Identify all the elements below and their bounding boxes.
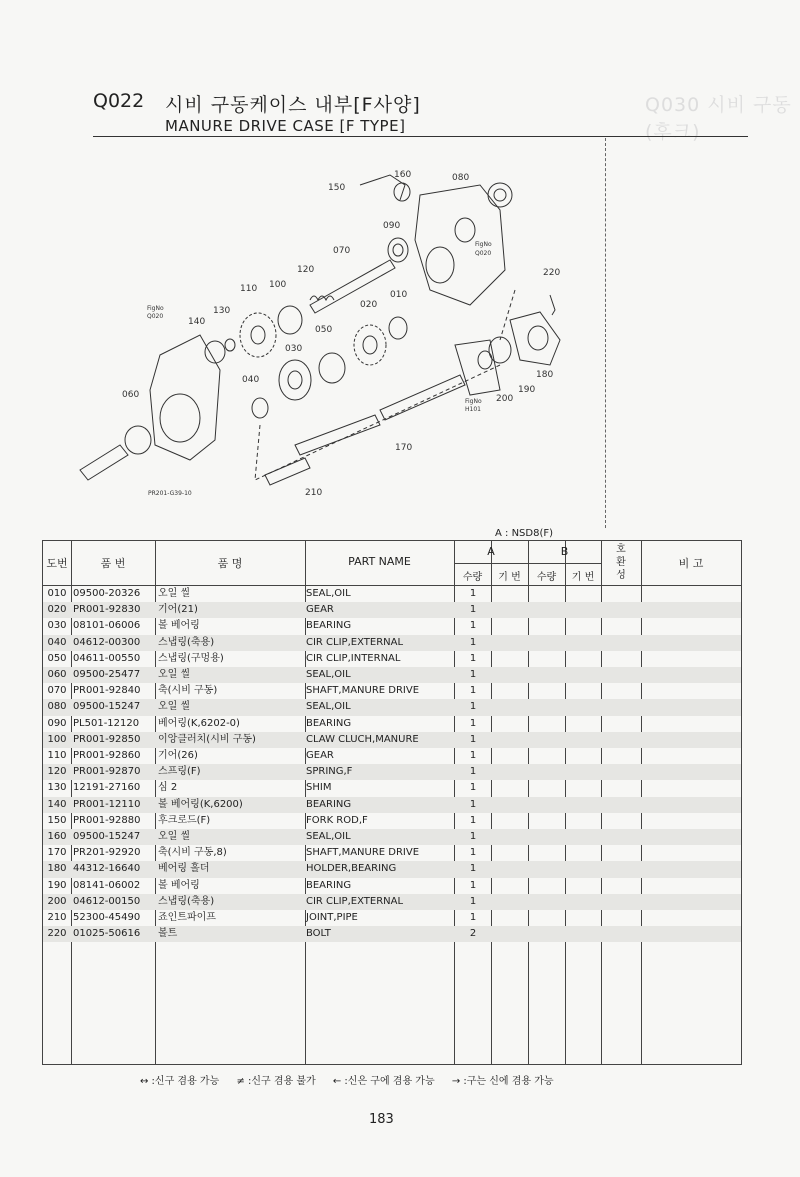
table-row xyxy=(43,618,741,634)
quantity-a-cell: 1 xyxy=(469,604,477,616)
table-row xyxy=(43,797,741,813)
name-korean-cell: 심 2 xyxy=(158,782,178,794)
part-name-cell: JOINT,PIPE xyxy=(306,912,358,923)
callout-130: 130 xyxy=(213,306,231,316)
fig-ref-left-1: FigNo xyxy=(147,305,164,312)
part-name-cell: SEAL,OIL xyxy=(306,701,351,713)
header-part-number: 품 번 xyxy=(100,557,126,570)
callout-200: 200 xyxy=(496,394,514,404)
part-name-cell: CIR CLIP,INTERNAL xyxy=(306,652,401,664)
name-korean-cell: 오일 씰 xyxy=(158,669,191,680)
name-korean-cell: 이앙클러치(시비 구동) xyxy=(158,733,256,745)
callout-080: 080 xyxy=(452,173,470,183)
legend-item: → :구는 신에 겸용 가능 xyxy=(451,1076,554,1087)
quantity-a-cell: 1 xyxy=(469,620,477,632)
header-group-b: B xyxy=(560,545,569,558)
parts-table xyxy=(42,540,742,1065)
quantity-a-cell: 1 xyxy=(469,912,477,923)
name-korean-cell: 후크로드(F) xyxy=(158,814,211,826)
drawing-no-cell: 070 xyxy=(47,685,67,697)
callout-050: 050 xyxy=(315,325,333,335)
part-number-cell: PL501-12120 xyxy=(73,717,140,729)
quantity-a-cell: 1 xyxy=(469,895,477,907)
table-row xyxy=(43,586,741,602)
callout-040: 040 xyxy=(242,375,260,385)
drawing-no-cell: 060 xyxy=(47,669,67,680)
part-number-cell: 09500-15247 xyxy=(73,701,141,713)
callout-020: 020 xyxy=(360,300,378,310)
shaft-070 xyxy=(310,260,395,313)
part-name-cell: BEARING xyxy=(306,620,352,632)
part-number-cell: 01025-50616 xyxy=(73,928,141,940)
part-number-cell: 04612-00300 xyxy=(73,636,141,648)
part-number-cell: PR001-92830 xyxy=(73,604,141,616)
quantity-a-cell: 1 xyxy=(469,863,477,875)
drawing-no-cell: 080 xyxy=(47,701,67,713)
part-name-cell: SEAL,OIL xyxy=(306,831,351,842)
table-row xyxy=(43,894,741,910)
header-group-a: A xyxy=(487,545,495,558)
callout-170: 170 xyxy=(395,443,413,453)
header-drawing-no: 도번 xyxy=(46,557,68,570)
fig-ref-top-2: Q020 xyxy=(475,250,492,257)
table-row xyxy=(43,845,741,861)
part-number-cell: PR001-92850 xyxy=(73,733,141,745)
quantity-a-cell: 1 xyxy=(469,701,477,713)
drawing-no-cell: 210 xyxy=(47,912,67,923)
quantity-a-cell: 1 xyxy=(469,814,477,826)
table-row xyxy=(43,764,741,780)
seal-010 xyxy=(389,317,407,339)
callout-180: 180 xyxy=(536,370,554,380)
header-interchangeability: 호환성 xyxy=(616,544,626,581)
diagram-separator xyxy=(605,138,606,528)
part-name-cell: HOLDER,BEARING xyxy=(306,863,397,875)
header-part-name: PART NAME xyxy=(348,555,411,568)
callout-220: 220 xyxy=(543,268,561,278)
name-korean-cell: 오일 씰 xyxy=(158,701,191,713)
drawing-no-cell: 100 xyxy=(47,733,67,745)
part-number-cell: 12191-27160 xyxy=(73,782,141,794)
drawing-no-cell: 150 xyxy=(47,814,67,826)
legend-item: ≠ :신구 겸용 불가 xyxy=(236,1076,316,1087)
part-name-cell: SHAFT,MANURE DRIVE xyxy=(306,847,420,859)
drawing-no-cell: 020 xyxy=(47,604,67,616)
bearing-140 xyxy=(205,341,225,363)
part-name-cell: CIR CLIP,EXTERNAL xyxy=(306,636,404,648)
table-row xyxy=(43,780,741,796)
snap-ring-040 xyxy=(252,398,268,418)
part-name-cell: BOLT xyxy=(306,928,331,940)
callout-190: 190 xyxy=(518,385,536,395)
name-korean-cell: 스프링(F) xyxy=(158,766,201,778)
bearing-090 xyxy=(388,238,408,262)
table-row xyxy=(43,813,741,829)
fig-ref-bottom-2: H101 xyxy=(465,406,481,413)
callout-010: 010 xyxy=(390,290,408,300)
quantity-a-cell: 1 xyxy=(469,879,477,891)
bearing-holder-180 xyxy=(510,312,560,365)
part-name-cell: SHIM xyxy=(306,782,332,794)
header-qty-b: 수량 xyxy=(536,572,557,583)
quantity-a-cell: 1 xyxy=(469,847,477,859)
legend-item: ← :신은 구에 겸용 가능 xyxy=(332,1076,435,1087)
bearing-030 xyxy=(279,360,311,400)
part-number-cell: 52300-45490 xyxy=(73,912,141,923)
callout-160: 160 xyxy=(394,170,412,180)
table-row xyxy=(43,667,741,683)
name-korean-cell: 기어(26) xyxy=(158,750,198,761)
table-row xyxy=(43,602,741,618)
part-number-cell: 44312-16640 xyxy=(73,863,141,875)
callout-110: 110 xyxy=(240,284,258,294)
interchange-legend xyxy=(140,1072,568,1087)
callout-140: 140 xyxy=(188,317,206,327)
name-korean-cell: 스냅링(축용) xyxy=(158,895,215,907)
title-rule xyxy=(93,136,748,137)
part-name-cell: CLAW CLUCH,MANURE xyxy=(306,733,419,745)
cir-clip-200 xyxy=(478,351,492,369)
figure-code: Q022 xyxy=(93,90,145,112)
name-korean-cell: 볼 베어링(K,6200) xyxy=(158,798,243,810)
table-row xyxy=(43,878,741,894)
claw-clutch-100 xyxy=(278,306,302,334)
name-korean-cell: 베어링 홀더 xyxy=(158,863,210,875)
header-name-korean: 품 명 xyxy=(217,557,243,570)
part-name-cell: GEAR xyxy=(306,604,334,616)
part-name-cell: SEAL,OIL xyxy=(306,588,351,599)
fig-ref-top-1: FigNo xyxy=(475,241,492,248)
name-korean-cell: 축(시비 구동,8) xyxy=(158,847,227,859)
seal-080 xyxy=(488,183,512,207)
part-number-cell: PR001-12110 xyxy=(73,798,141,810)
part-name-cell: SEAL,OIL xyxy=(306,669,351,680)
snap-ring-050 xyxy=(319,353,345,383)
header-serial-a: 기 번 xyxy=(498,572,521,583)
ghost-title: Q030 시비 구동(후크) xyxy=(645,94,792,143)
part-name-cell: FORK ROD,F xyxy=(306,814,368,826)
table-row xyxy=(43,683,741,699)
drawing-no-cell: 120 xyxy=(47,766,67,778)
part-number-cell: 09500-20326 xyxy=(73,588,141,599)
drawing-no-cell: 110 xyxy=(47,750,67,761)
quantity-a-cell: 1 xyxy=(469,750,477,761)
table-row xyxy=(43,910,741,926)
drawing-no-cell: 090 xyxy=(47,717,67,729)
drawing-no-cell: 170 xyxy=(47,847,67,859)
callout-120: 120 xyxy=(297,265,315,275)
joint-pipe-210 xyxy=(265,458,310,485)
callout-030: 030 xyxy=(285,344,303,354)
header-qty-a: 수량 xyxy=(462,572,483,583)
seal-060 xyxy=(125,426,151,454)
callout-090: 090 xyxy=(383,221,401,231)
name-korean-cell: 스냅링(축용) xyxy=(158,636,215,648)
quantity-a-cell: 1 xyxy=(469,685,477,697)
page-title-english: MANURE DRIVE CASE [F TYPE] xyxy=(165,117,406,135)
name-korean-cell: 기어(21) xyxy=(158,604,198,616)
callout-210: 210 xyxy=(305,488,323,498)
callout-100: 100 xyxy=(269,280,287,290)
gear-020 xyxy=(354,325,386,365)
drawing-no-cell: 200 xyxy=(47,895,67,907)
name-korean-cell: 볼트 xyxy=(158,928,178,940)
part-name-cell: CIR CLIP,EXTERNAL xyxy=(306,895,404,907)
name-korean-cell: 볼 베어링 xyxy=(158,620,200,632)
shaft-170 xyxy=(380,375,465,420)
drawing-no-cell: 050 xyxy=(47,652,67,664)
drawing-no-cell: 220 xyxy=(47,928,67,940)
part-number-cell: 09500-25477 xyxy=(73,669,141,680)
quantity-a-cell: 1 xyxy=(469,766,477,778)
quantity-a-cell: 1 xyxy=(469,717,477,729)
part-name-cell: SPRING,F xyxy=(306,766,353,778)
drawing-no-cell: 180 xyxy=(47,863,67,875)
table-row xyxy=(43,699,741,715)
quantity-a-cell: 1 xyxy=(469,588,477,599)
drawing-no-cell: 130 xyxy=(47,782,67,794)
part-name-cell: BEARING xyxy=(306,717,352,729)
part-number-cell: PR001-92860 xyxy=(73,750,141,761)
callout-070: 070 xyxy=(333,246,351,256)
drawing-no-cell: 190 xyxy=(47,879,67,891)
part-name-cell: BEARING xyxy=(306,798,352,810)
diagram-figure-code: PR201-G39-10 xyxy=(148,490,192,497)
name-korean-cell: 죠인트파이프 xyxy=(158,912,216,923)
header-remarks: 비 고 xyxy=(678,557,704,570)
part-number-cell: PR201-92920 xyxy=(73,847,141,859)
part-number-cell: 08141-06002 xyxy=(73,879,141,891)
table-row xyxy=(43,732,741,748)
part-number-cell: PR001-92880 xyxy=(73,814,141,826)
part-number-cell: 08101-06006 xyxy=(73,620,141,632)
callout-060: 060 xyxy=(122,390,140,400)
exploded-parts-diagram xyxy=(60,140,620,530)
part-number-cell: 04612-00150 xyxy=(73,895,141,907)
name-korean-cell: 스냅링(구멍용) xyxy=(158,652,224,664)
fig-ref-bottom-1: FigNo xyxy=(465,398,482,405)
callout-labels xyxy=(122,170,560,498)
model-label: A : NSD8(F) xyxy=(495,528,554,539)
part-number-cell: PR001-92870 xyxy=(73,766,141,778)
part-number-cell: 04611-00550 xyxy=(73,652,141,664)
quantity-a-cell: 1 xyxy=(469,652,477,664)
page-number: 183 xyxy=(369,1112,394,1127)
bolt-220 xyxy=(550,295,555,315)
name-korean-cell: 볼 베어링 xyxy=(158,879,200,891)
name-korean-cell: 축(시비 구동) xyxy=(158,685,218,697)
table-row xyxy=(43,716,741,732)
drawing-no-cell: 160 xyxy=(47,831,67,842)
fig-ref-left-2: Q020 xyxy=(147,313,164,320)
part-number-cell: 09500-15247 xyxy=(73,831,141,842)
table-row xyxy=(43,926,741,942)
name-korean-cell: 오일 씰 xyxy=(158,831,191,842)
part-name-cell: GEAR xyxy=(306,750,334,761)
page-title-korean: 시비 구동케이스 내부[F사양] xyxy=(165,94,421,116)
table-row xyxy=(43,861,741,877)
quantity-a-cell: 1 xyxy=(469,782,477,794)
table-row xyxy=(43,635,741,651)
drawing-no-cell: 140 xyxy=(47,798,67,810)
quantity-a-cell: 1 xyxy=(469,669,477,680)
table-row xyxy=(43,829,741,845)
drawing-no-cell: 030 xyxy=(47,620,67,632)
quantity-a-cell: 1 xyxy=(469,733,477,745)
part-name-cell: BEARING xyxy=(306,879,352,891)
quantity-a-cell: 2 xyxy=(469,928,477,940)
gear-110 xyxy=(240,313,276,357)
part-number-cell: PR001-92840 xyxy=(73,685,141,697)
drawing-no-cell: 010 xyxy=(47,588,67,599)
quantity-a-cell: 1 xyxy=(469,798,477,810)
quantity-a-cell: 1 xyxy=(469,831,477,842)
callout-150: 150 xyxy=(328,183,346,193)
table-row xyxy=(43,748,741,764)
header-serial-b: 기 번 xyxy=(571,572,595,583)
name-korean-cell: 베어링(K,6202-0) xyxy=(158,717,240,729)
legend-item: ↔ :신구 겸용 가능 xyxy=(140,1076,220,1087)
part-name-cell: SHAFT,MANURE DRIVE xyxy=(306,685,420,697)
table-row xyxy=(43,651,741,667)
drawing-no-cell: 040 xyxy=(47,636,67,648)
name-korean-cell: 오일 씰 xyxy=(158,588,191,599)
quantity-a-cell: 1 xyxy=(469,636,477,648)
